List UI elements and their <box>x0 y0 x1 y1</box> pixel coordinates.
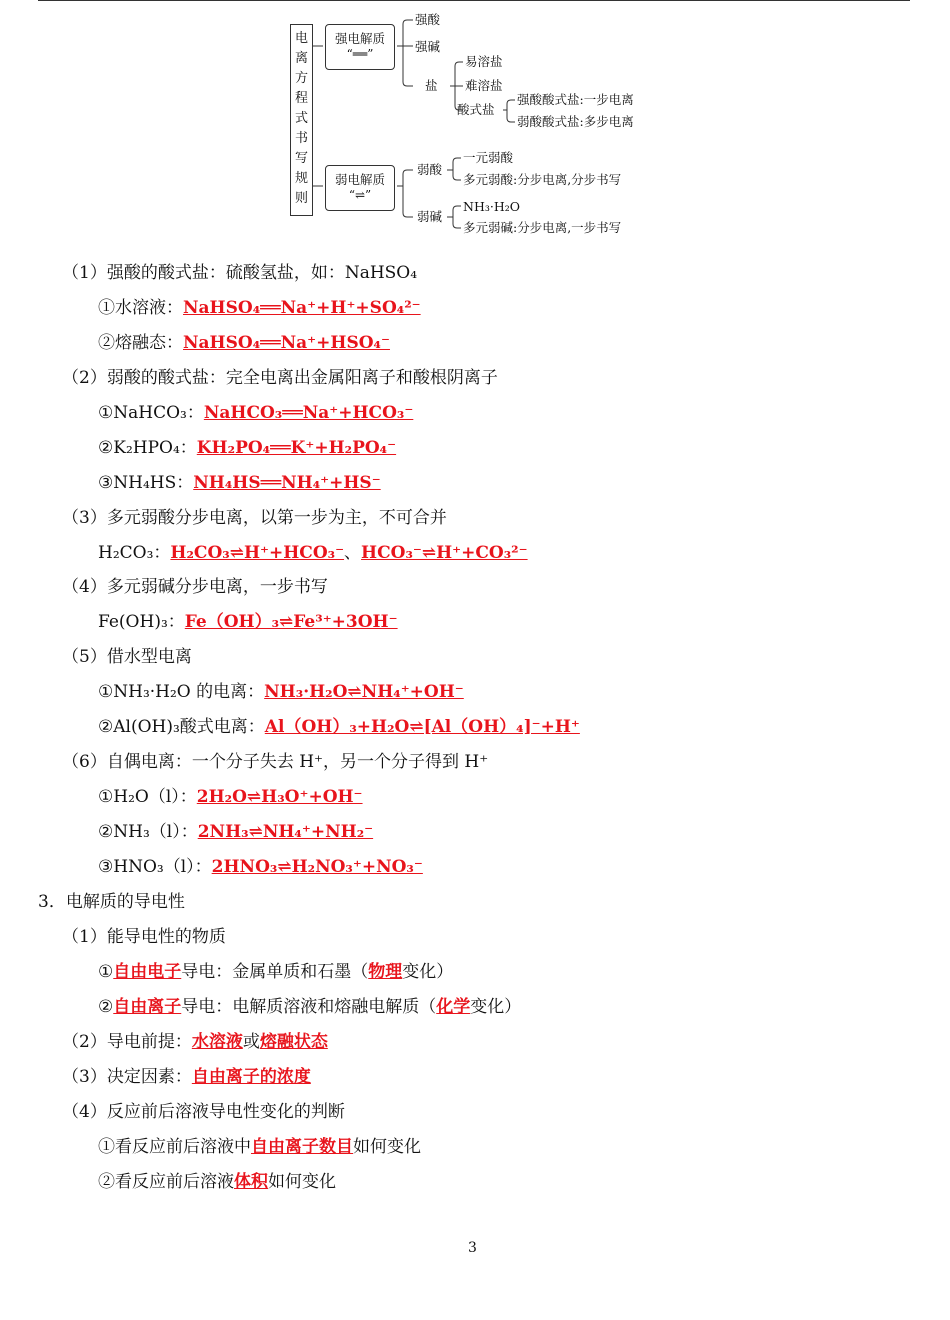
strong-base: 强碱 <box>415 39 441 54</box>
strong-acid: 强酸 <box>415 12 441 27</box>
salt: 盐 <box>425 78 438 93</box>
line-2: ①水溶液：NaHSO₄══Na⁺+H⁺+SO₄²⁻ <box>98 298 421 318</box>
line-18: ③HNO₃（l）：2HNO₃⇌H₂NO₃⁺+NO₃⁻ <box>98 857 423 877</box>
strong-acid-salt: 强酸酸式盐:一步电离 <box>517 92 634 107</box>
line-8: （3）多元弱酸分步电离，以第一步为主，不可合并 <box>62 508 447 528</box>
strong-electrolyte-box <box>325 24 395 70</box>
weak-acid-salt: 弱酸酸式盐:多步电离 <box>517 114 634 129</box>
line-9: H₂CO₃：H₂CO₃⇌H⁺+HCO₃⁻、HCO₃⁻⇌H⁺+CO₃²⁻ <box>98 543 528 563</box>
line-1: （1）强酸的酸式盐：硫酸氢盐，如：NaHSO₄ <box>62 263 418 283</box>
line-23: （2）导电前提：水溶液或熔融状态 <box>62 1032 328 1052</box>
page-number: 3 <box>468 1240 477 1256</box>
line-10: （4）多元弱碱分步电离，一步书写 <box>62 577 328 597</box>
line-12: （5）借水型电离 <box>62 647 192 667</box>
ammonia-water: NH₃·H₂O <box>463 199 520 214</box>
polyacidic-weak-base: 多元弱碱:分步电离,一步书写 <box>463 220 622 235</box>
line-27: ②看反应前后溶液体积如何变化 <box>98 1172 336 1192</box>
line-13: ①NH₃·H₂O 的电离：NH₃·H₂O⇌NH₄⁺+OH⁻ <box>98 682 464 702</box>
section-3-heading: 3．电解质的导电性 <box>38 892 185 912</box>
insoluble-salt: 难溶盐 <box>465 78 503 93</box>
line-26: ①看反应前后溶液中自由离子数目如何变化 <box>98 1137 421 1157</box>
weak-electrolyte-symbol: “⇌” <box>348 188 372 202</box>
soluble-salt: 易溶盐 <box>465 54 503 69</box>
line-20: （1）能导电性的物质 <box>62 927 226 947</box>
line-11: Fe(OH)₃：Fe（OH）₃⇌Fe³⁺+3OH⁻ <box>98 612 398 632</box>
line-4: （2）弱酸的酸式盐：完全电离出金属阳离子和酸根阴离子 <box>62 368 498 388</box>
ionization-rules-diagram <box>285 8 665 240</box>
weak-electrolyte-box <box>325 165 395 211</box>
line-14: ②Al(OH)₃酸式电离：Al（OH）₃+H₂O⇌[Al（OH）₄]⁻+H⁺ <box>98 717 580 737</box>
line-17: ②NH₃（l）：2NH₃⇌NH₄⁺+NH₂⁻ <box>98 822 374 842</box>
line-16: ①H₂O（l）：2H₂O⇌H₃O⁺+OH⁻ <box>98 787 363 807</box>
line-15: （6）自偶电离：一个分子失去 H⁺，另一个分子得到 H⁺ <box>62 752 489 772</box>
line-3: ②熔融态：NaHSO₄══Na⁺+HSO₄⁻ <box>98 333 390 353</box>
weak-acid: 弱酸 <box>417 162 443 177</box>
line-25: （4）反应前后溶液导电性变化的判断 <box>62 1102 345 1122</box>
acid-salt: 酸式盐 <box>457 102 495 117</box>
root-box <box>290 24 313 216</box>
polyprotic-weak-acid: 多元弱酸:分步电离,分步书写 <box>463 172 622 187</box>
strong-electrolyte-symbol: “══” <box>346 47 374 61</box>
monoprotic-weak-acid: 一元弱酸 <box>463 150 514 165</box>
strong-electrolyte-title: 强电解质 <box>334 31 385 46</box>
top-rule <box>38 0 910 1</box>
line-21: ①自由电子导电：金属单质和石墨（物理变化） <box>98 962 454 982</box>
line-6: ②K₂HPO₄：KH₂PO₄══K⁺+H₂PO₄⁻ <box>98 438 397 458</box>
line-7: ③NH₄HS：NH₄HS══NH₄⁺+HS⁻ <box>98 473 381 493</box>
line-22: ②自由离子导电：电解质溶液和熔融电解质（化学变化） <box>98 997 522 1017</box>
root-label: 电离方程式书写规则 <box>294 31 308 206</box>
weak-electrolyte-title: 弱电解质 <box>334 172 385 187</box>
line-24: （3）决定因素：自由离子的浓度 <box>62 1067 311 1087</box>
weak-base: 弱碱 <box>417 209 443 224</box>
line-5: ①NaHCO₃：NaHCO₃══Na⁺+HCO₃⁻ <box>98 403 414 423</box>
